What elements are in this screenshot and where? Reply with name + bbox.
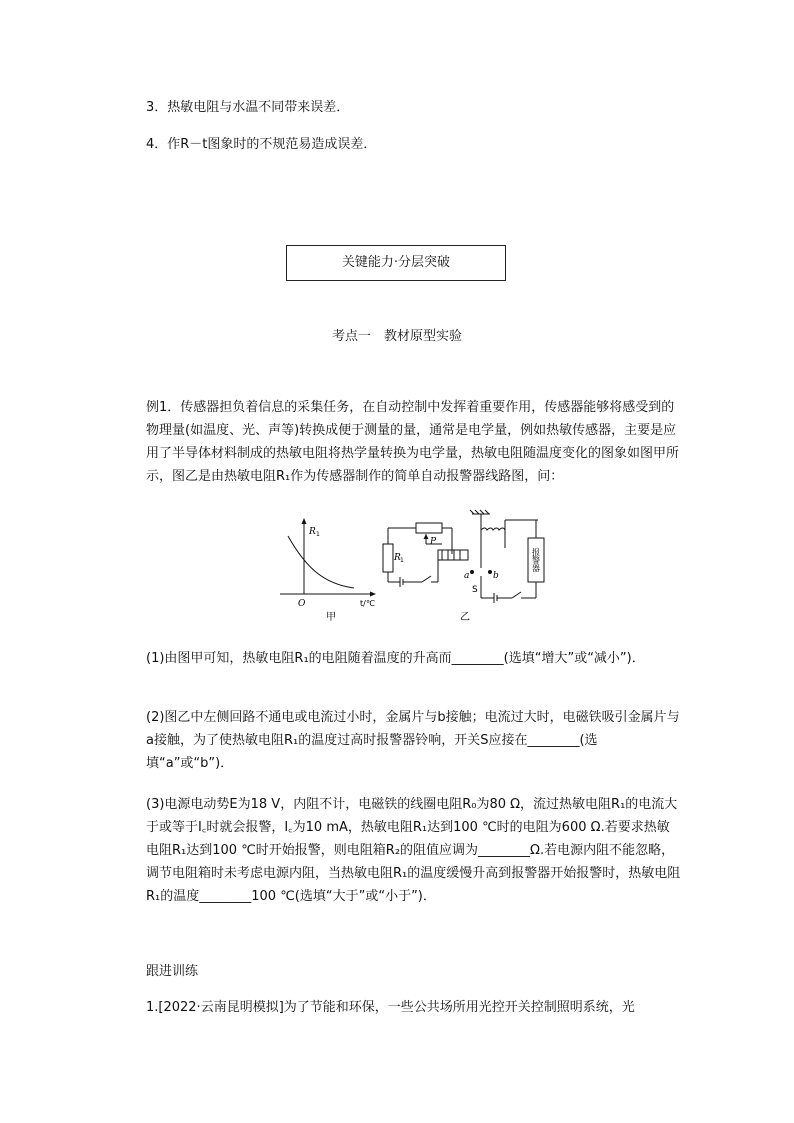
error-item-3: 3．热敏电阻与水温不同带来误差． [146, 100, 350, 115]
graph-origin: O [298, 599, 306, 609]
p-label: P [430, 537, 437, 547]
contact-a [471, 571, 474, 574]
question-3: (3)电源电动势E为18 V，内阻不计，电磁铁的线圈电阻R₀为80 Ω，流过热敏电阻R₁的电流大于或等于I꜀时就会报警，I꜀为10 mA，热敏电阻R₁达到100 ℃时的电阻为600 Ω.若要求热敏电阻R₁达到100 ℃时开始报警，则电阻箱R₂的阻值应调为________Ω.若电源内阻不能忽略，调节电阻箱时未考虑电源内阻，当热敏电阻R₁的温度缓慢升高到报警器开始报警时，热敏电阻R₁的温度________100 ℃(选填“大于”或“小于”)． [146, 797, 681, 904]
switch-right [512, 592, 521, 598]
b-label: b [493, 571, 499, 581]
question-2: (2)图乙中左侧回路不通电或电流过小时，金属片与b接触；电流过大时，电磁铁吸引金属片与a接触，为了使热敏电阻R₁的温度过高时报警器铃响，开关S应接在________(选填“a”或“b”)． [146, 710, 680, 771]
training-item-1: 1.[2022·云南昆明模拟]为了节能和环保，一些公共场所用光控开关控制照明系统，光 [146, 1000, 635, 1015]
graph-x-arrow [370, 592, 376, 597]
switch-left [422, 576, 431, 582]
graph-ylabel: R [309, 527, 316, 537]
alarm-label: 报警器 [531, 548, 541, 572]
section-title-box: 关键能力·分层突破 [286, 245, 506, 281]
caption-yi: 乙 [460, 612, 470, 623]
error-item-4: 4．作R－t图象时的不规范易造成误差． [146, 137, 377, 152]
a-label: a [464, 571, 470, 581]
graph-curve [288, 536, 354, 588]
r1-label: R [394, 553, 401, 563]
slider-arrow [424, 534, 429, 539]
example-intro: 例1．传感器担负着信息的采集任务，在自动控制中发挥着重要作用，传感器能够将感受到的物理量(如温度、光、声等)转换成便于测量的量，通常是电学量，例如热敏传感器，主要是应用了半导体材料制成的热敏电阻将热学量转换为电学量，热敏电阻随温度变化的图象如图甲所示，图乙是由热敏电阻R₁作为传感器制作的简单自动报警器线路图，问： [146, 400, 680, 484]
graph-jia [280, 518, 376, 597]
graph-ylabel-sub: 1 [316, 531, 320, 538]
r1-resistor [383, 544, 393, 572]
rheostat [416, 523, 442, 533]
circuit-figure [276, 508, 546, 630]
figure-svg [276, 508, 546, 626]
graph-y-arrow [302, 518, 307, 524]
r1-sub: 1 [400, 557, 404, 564]
contact-b [489, 571, 492, 574]
subsection-title: 考点一 教材原型实验 [331, 329, 462, 344]
caption-jia: 甲 [326, 612, 336, 623]
spring [481, 528, 505, 530]
training-heading: 跟进训练 [146, 964, 199, 979]
graph-xlabel: t/℃ [360, 599, 375, 608]
s-label: S [472, 585, 478, 595]
question-1: (1)由图甲可知，热敏电阻R₁的电阻随着温度的升高而________(选填“增大”或“减小”)． [146, 651, 645, 666]
